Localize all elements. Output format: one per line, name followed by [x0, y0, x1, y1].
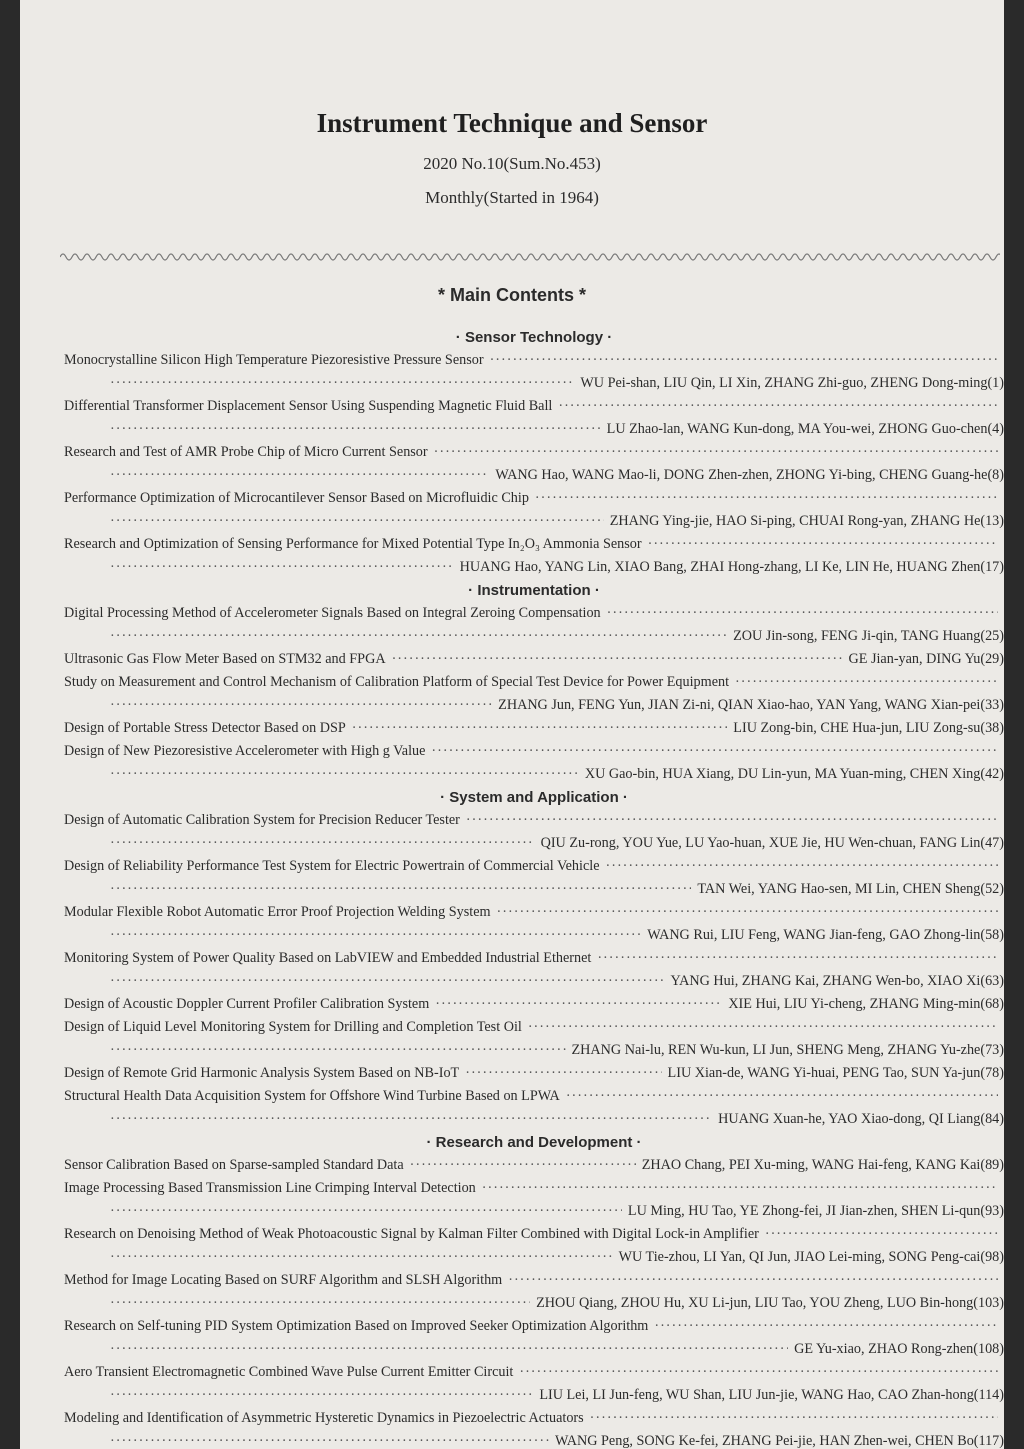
toc-entry: [64, 1062, 1004, 1085]
toc-entry: [64, 441, 1004, 487]
dot-leader: [110, 694, 492, 717]
toc-entry: [64, 1085, 1004, 1131]
article-title: Image Processing Based Transmission Line Crimping Interval Detection: [64, 1180, 476, 1196]
section-heading: · Research and Development ·: [426, 1134, 642, 1151]
dot-leader: [110, 1338, 788, 1361]
dot-leader: [490, 349, 998, 372]
table-of-contents: [64, 326, 1004, 1449]
dot-leader: [110, 510, 604, 533]
dot-leader: [590, 1407, 998, 1430]
article-authors-page: LIU Lei, LI Jun-feng, WU Shan, LIU Jun-jie, WANG Hao, CAO Zhan-hong(114): [539, 1387, 1004, 1403]
main-contents-heading: * Main Contents *: [437, 285, 586, 305]
section-heading: · Instrumentation ·: [468, 582, 600, 599]
dot-leader: [110, 1039, 566, 1062]
dot-leader: [110, 464, 489, 487]
article-title: Differential Transformer Displacement Sensor Using Suspending Magnetic Fluid Ball: [64, 398, 553, 414]
article-title: Modeling and Identification of Asymmetric Hysteretic Dynamics in Piezoelectric Actuators: [64, 1410, 584, 1426]
dot-leader: [431, 740, 998, 763]
article-title: Design of Portable Stress Detector Based on DSP: [64, 720, 346, 736]
article-authors-page: XIE Hui, LIU Yi-cheng, ZHANG Ming-min(68): [728, 996, 1004, 1012]
article-title: Sensor Calibration Based on Sparse-sampled Standard Data: [64, 1157, 404, 1173]
dot-leader: [352, 717, 728, 740]
toc-entry: [64, 740, 1004, 786]
dot-leader: [110, 924, 641, 947]
article-title: Design of Liquid Level Monitoring System for Drilling and Completion Test Oil: [64, 1019, 522, 1035]
ornamental-divider: [60, 250, 1000, 264]
toc-entry: [64, 487, 1004, 533]
dot-leader: [765, 1223, 998, 1246]
toc-entry: [64, 648, 1004, 671]
dot-leader: [110, 763, 579, 786]
toc-entry: [64, 809, 1004, 855]
dot-leader: [528, 1016, 998, 1039]
article-authors-page: ZHAO Chang, PEI Xu-ming, WANG Hai-feng, KANG Kai(89): [641, 1157, 1004, 1173]
toc-entry: [64, 947, 1004, 993]
toc-entry: [64, 1016, 1004, 1062]
toc-entry: [64, 1269, 1004, 1315]
dot-leader: [606, 855, 999, 878]
toc-entry: [64, 349, 1004, 395]
toc-entry: [64, 1154, 1004, 1177]
toc-entry: [64, 1177, 1004, 1223]
dot-leader: [465, 1062, 661, 1085]
article-authors-page: ZHANG Jun, FENG Yun, JIAN Zi-ni, QIAN Xiao-hao, YAN Yang, WANG Xian-pei(33): [498, 697, 1004, 713]
toc-entry: [64, 901, 1004, 947]
article-authors-page: ZOU Jin-song, FENG Ji-qin, TANG Huang(25): [733, 628, 1004, 644]
dot-leader: [110, 1200, 622, 1223]
dot-leader: [392, 648, 843, 671]
article-authors-page: WANG Peng, SONG Ke-fei, ZHANG Pei-jie, HAN Zhen-wei, CHEN Bo(117): [554, 1433, 1004, 1449]
article-title: Method for Image Locating Based on SURF Algorithm and SLSH Algorithm: [64, 1272, 503, 1288]
article-title: Monocrystalline Silicon High Temperature Piezoresistive Pressure Sensor: [64, 352, 484, 368]
toc-entry: [64, 855, 1004, 901]
article-authors-page: QIU Zu-rong, YOU Yue, LU Yao-huan, XUE Jie, HU Wen-chuan, FANG Lin(47): [540, 835, 1004, 851]
dot-leader: [648, 533, 998, 556]
dot-leader: [466, 809, 998, 832]
dot-leader: [558, 395, 998, 418]
dot-leader: [566, 1085, 998, 1108]
toc-entry: [64, 671, 1004, 717]
article-authors-page: ZHOU Qiang, ZHOU Hu, XU Li-jun, LIU Tao, YOU Zheng, LUO Bin-hong(103): [536, 1295, 1004, 1311]
dot-leader: [535, 487, 998, 510]
issue-number: 2020 No.10(Sum.No.453): [423, 154, 601, 173]
toc-entry: [64, 1223, 1004, 1269]
article-title: Research and Test of AMR Probe Chip of Micro Current Sensor: [64, 444, 428, 460]
article-title: Structural Health Data Acquisition System for Offshore Wind Turbine Based on LPWA: [64, 1088, 560, 1104]
dot-leader: [410, 1154, 636, 1177]
article-authors-page: XU Gao-bin, HUA Xiang, DU Lin-yun, MA Yuan-ming, CHEN Xing(42): [584, 766, 1004, 782]
dot-leader: [110, 878, 691, 901]
dot-leader: [508, 1269, 998, 1292]
toc-entry: [64, 993, 1004, 1016]
article-title: Modular Flexible Robot Automatic Error Proof Projection Welding System: [64, 904, 491, 920]
dot-leader: [110, 832, 535, 855]
toc-entry: [64, 1315, 1004, 1361]
dot-leader: [110, 1384, 533, 1407]
article-authors-page: WANG Hao, WANG Mao-li, DONG Zhen-zhen, ZHONG Yi-bing, CHENG Guang-he(8): [495, 467, 1004, 483]
dot-leader: [434, 441, 998, 464]
article-title: Research and Optimization of Sensing Performance for Mixed Potential Type In₂O₃ Ammonia Sensor: [64, 536, 642, 552]
article-authors-page: GE Jian-yan, DING Yu(29): [848, 651, 1004, 667]
section-heading: · Sensor Technology ·: [455, 329, 613, 346]
article-title: Design of Remote Grid Harmonic Analysis System Based on NB-IoT: [64, 1065, 460, 1081]
dot-leader: [110, 1108, 712, 1131]
journal-page: [20, 0, 1004, 1449]
article-title: Design of New Piezoresistive Accelerometer with High g Value: [64, 743, 426, 759]
dot-leader: [110, 1292, 530, 1315]
dot-leader: [110, 1246, 613, 1269]
article-authors-page: WU Pei-shan, LIU Qin, LI Xin, ZHANG Zhi-guo, ZHENG Dong-ming(1): [580, 375, 1004, 391]
dot-leader: [110, 372, 574, 395]
article-title: Research on Self-tuning PID System Optimization Based on Improved Seeker Optimization Algorithm: [64, 1318, 649, 1334]
dot-leader: [482, 1177, 998, 1200]
publication-frequency: Monthly(Started in 1964): [425, 188, 599, 207]
dot-leader: [110, 970, 664, 993]
toc-entry: [64, 602, 1004, 648]
dot-leader: [735, 671, 998, 694]
dot-leader: [607, 602, 998, 625]
article-title: Digital Processing Method of Accelerometer Signals Based on Integral Zeroing Compensation: [64, 605, 601, 621]
dot-leader: [110, 625, 727, 648]
journal-title: Instrument Technique and Sensor: [316, 108, 708, 138]
article-authors-page: LU Ming, HU Tao, YE Zhong-fei, JI Jian-zhen, SHEN Li-qun(93): [627, 1203, 1004, 1219]
article-authors-page: LU Zhao-lan, WANG Kun-dong, MA You-wei, ZHONG Guo-chen(4): [606, 421, 1004, 437]
article-authors-page: TAN Wei, YANG Hao-sen, MI Lin, CHEN Sheng(52): [697, 881, 1004, 897]
dot-leader: [497, 901, 998, 924]
article-authors-page: ZHANG Nai-lu, REN Wu-kun, LI Jun, SHENG Meng, ZHANG Yu-zhe(73): [571, 1042, 1004, 1058]
toc-entry: [64, 717, 1004, 740]
article-title: Design of Acoustic Doppler Current Profiler Calibration System: [64, 996, 430, 1012]
dot-leader: [110, 418, 601, 441]
article-authors-page: LIU Xian-de, WANG Yi-huai, PENG Tao, SUN Ya-jun(78): [667, 1065, 1004, 1081]
article-authors-page: GE Yu-xiao, ZHAO Rong-zhen(108): [794, 1341, 1004, 1357]
toc-entry: [64, 1407, 1004, 1449]
article-title: Performance Optimization of Microcantilever Sensor Based on Microfluidic Chip: [64, 490, 529, 506]
article-title: Ultrasonic Gas Flow Meter Based on STM32 and FPGA: [64, 651, 386, 667]
article-authors-page: HUANG Hao, YANG Lin, XIAO Bang, ZHAI Hong-zhang, LI Ke, LIN He, HUANG Zhen(17): [459, 559, 1004, 575]
section-heading: · System and Application ·: [440, 789, 628, 806]
toc-entry: [64, 1361, 1004, 1407]
dot-leader: [110, 1430, 549, 1449]
dot-leader: [597, 947, 998, 970]
dot-leader: [654, 1315, 998, 1338]
toc-entry: [64, 533, 1004, 579]
article-title: Design of Automatic Calibration System for Precision Reducer Tester: [64, 812, 460, 828]
article-authors-page: YANG Hui, ZHANG Kai, ZHANG Wen-bo, XIAO Xi(63): [670, 973, 1004, 989]
toc-entry: [64, 395, 1004, 441]
article-authors-page: ZHANG Ying-jie, HAO Si-ping, CHUAI Rong-yan, ZHANG He(13): [609, 513, 1004, 529]
article-authors-page: LIU Zong-bin, CHE Hua-jun, LIU Zong-su(38): [733, 720, 1004, 736]
article-title: Aero Transient Electromagnetic Combined Wave Pulse Current Emitter Circuit: [64, 1364, 514, 1380]
dot-leader: [110, 556, 454, 579]
dot-leader: [435, 993, 722, 1016]
article-title: Research on Denoising Method of Weak Photoacoustic Signal by Kalman Filter Combined with Digital Lock-in Amplifier: [64, 1226, 759, 1242]
article-title: Study on Measurement and Control Mechanism of Calibration Platform of Special Test Device for Power Equipment: [64, 674, 730, 690]
article-authors-page: WANG Rui, LIU Feng, WANG Jian-feng, GAO Zhong-lin(58): [647, 927, 1004, 943]
article-title: Design of Reliability Performance Test System for Electric Powertrain of Commercial Vehicle: [64, 858, 600, 874]
dot-leader: [519, 1361, 998, 1384]
article-authors-page: WU Tie-zhou, LI Yan, QI Jun, JIAO Lei-ming, SONG Peng-cai(98): [618, 1249, 1004, 1265]
article-authors-page: HUANG Xuan-he, YAO Xiao-dong, QI Liang(84): [718, 1111, 1004, 1127]
article-title: Monitoring System of Power Quality Based on LabVIEW and Embedded Industrial Ethernet: [64, 950, 592, 966]
